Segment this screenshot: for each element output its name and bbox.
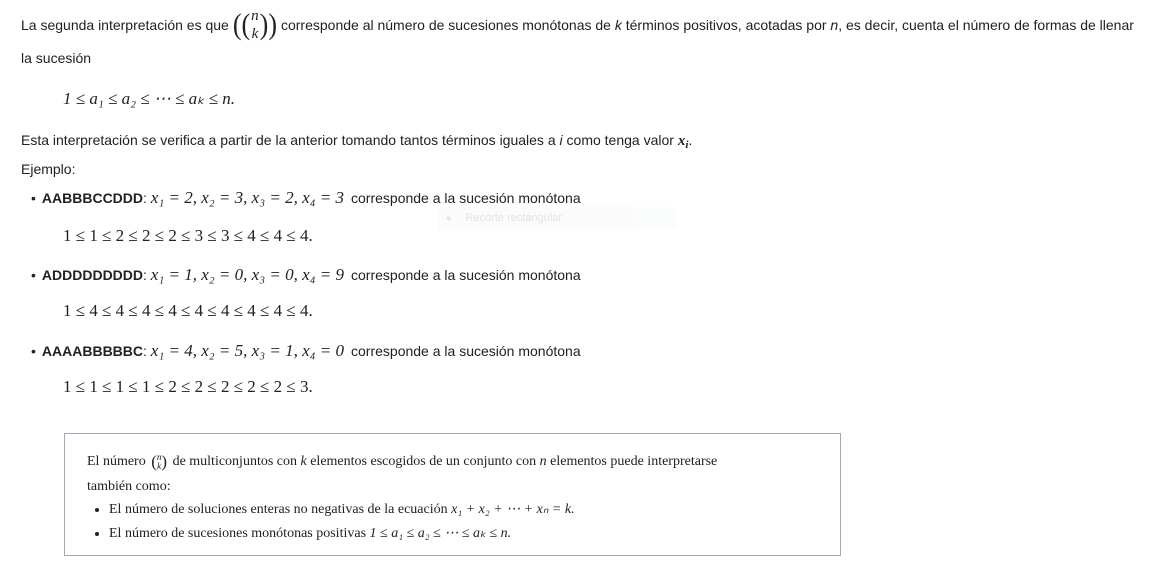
- bullet-dot: •: [31, 267, 36, 283]
- intro-text-mid: términos positivos, acotadas por: [625, 17, 827, 33]
- summary-item-formula: 1 ≤ a₁ ≤ a₂ ≤ ⋯ ≤ aₖ ≤ n.: [369, 526, 512, 541]
- summary-binomial: [151, 449, 167, 474]
- example-sequence-1: 1 ≤ 1 ≤ 2 ≤ 2 ≤ 2 ≤ 3 ≤ 3 ≤ 4 ≤ 4 ≤ 4.: [63, 226, 313, 245]
- summary-k-var: k: [300, 454, 307, 469]
- summary-binomial-bottom: k: [157, 460, 162, 471]
- summary-item-text: El número de sucesiones monótonas positivas: [109, 526, 367, 541]
- verify-x-var: $x_i$: [677, 133, 689, 151]
- example-sequence-2: 1 ≤ 4 ≤ 4 ≤ 4 ≤ 4 ≤ 4 ≤ 4 ≤ 4 ≤ 4 ≤ 4.: [63, 301, 313, 320]
- summary-binomial-top: n: [156, 451, 162, 462]
- summary-box: [64, 433, 841, 556]
- summary-text: [87, 449, 827, 499]
- display-formula: 1 ≤ a₁ ≤ a₂ ≤ ⋯ ≤ aₖ ≤ n.: [63, 89, 235, 108]
- binomial-bottom: k: [251, 26, 259, 42]
- verify-i-var: i: [559, 132, 563, 148]
- example-text: corresponde a la sucesión monótona: [351, 190, 581, 206]
- example-assignment: x₁ = 1, x₂ = 0, x₃ = 0, x₄ = 9: [150, 265, 345, 284]
- summary-item-text: El número de soluciones enteras no negativas de la ecuación: [109, 502, 448, 517]
- example-word: AAAABBBBBC: [41, 343, 144, 359]
- verify-text-2: como tenga valor: [566, 132, 674, 148]
- binomial-stack: [250, 7, 260, 43]
- example-item-3: • AAAABBBBBC : x₁ = 4, x₂ = 5, x₃ = 1, x₄ = 0 corresponde a la sucesión monótona: [31, 341, 581, 360]
- example-word: ADDDDDDDDD: [41, 267, 144, 283]
- summary-list: [87, 498, 575, 546]
- example-text: corresponde a la sucesión monótona: [351, 267, 581, 283]
- multiset-binomial: [233, 2, 277, 48]
- intro-text-end: , es decir, cuenta el número de formas de llenar: [838, 17, 1134, 33]
- tooltip-dot-icon: ●: [446, 213, 452, 223]
- bullet-dot: •: [31, 343, 36, 359]
- summary-text-end: elementos puede interpretarse: [550, 454, 718, 469]
- example-assignment: x₁ = 2, x₂ = 3, x₃ = 2, x₄ = 3: [150, 188, 345, 207]
- verify-period: .: [688, 132, 693, 148]
- summary-item-formula: x₁ + x₂ + ⋯ + xₙ = k.: [451, 502, 575, 517]
- example-sequence-3: 1 ≤ 1 ≤ 1 ≤ 1 ≤ 2 ≤ 2 ≤ 2 ≤ 2 ≤ 2 ≤ 3.: [63, 377, 313, 396]
- summary-text-before: El número: [87, 454, 146, 469]
- verify-x-sub: i: [685, 139, 689, 151]
- intro-text-before: La segunda interpretación es que: [21, 17, 229, 33]
- intro-line-1: [21, 4, 1146, 46]
- summary-line-2: también como:: [87, 479, 171, 495]
- summary-list-item: [109, 498, 575, 522]
- summary-text-mid: elementos escogidos de un conjunto con: [310, 454, 537, 469]
- summary-left-paren: (: [151, 452, 157, 472]
- verify-text: Esta interpretación se verifica a partir de la anterior tomando tantos términos iguales a: [21, 132, 556, 148]
- example-item-1: • AABBBCCDDD : x₁ = 2, x₂ = 3, x₃ = 2, x₄ = 3 corresponde a la sucesión monótona: [31, 188, 581, 207]
- tooltip-overlay: [438, 207, 676, 229]
- example-assignment: x₁ = 4, x₂ = 5, x₃ = 1, x₄ = 0: [150, 341, 345, 360]
- summary-right-paren: ): [161, 452, 168, 472]
- verify-paragraph: [21, 130, 1146, 155]
- summary-list-item: [109, 522, 575, 546]
- summary-text-after: de multiconjuntos con: [172, 454, 297, 469]
- right-double-paren: )): [259, 7, 277, 42]
- intro-text-after: corresponde al número de sucesiones monótonas de: [280, 17, 611, 33]
- intro-n-var: n: [830, 17, 839, 33]
- example-item-2: • ADDDDDDDDD : x₁ = 1, x₂ = 0, x₃ = 0, x₄ = 9 corresponde a la sucesión monótona: [31, 265, 581, 284]
- example-label: Ejemplo:: [21, 161, 76, 177]
- intro-paragraph: [21, 4, 1146, 46]
- intro-line-2: la sucesión: [21, 50, 92, 66]
- tooltip-label: Recorte rectangular: [465, 212, 563, 224]
- intro-k-var: k: [614, 17, 622, 33]
- summary-n-var: n: [539, 454, 547, 469]
- bullet-dot: •: [31, 190, 36, 206]
- example-text: corresponde a la sucesión monótona: [351, 343, 581, 359]
- left-double-paren: ((: [232, 7, 251, 42]
- example-word: AABBBCCDDD: [41, 190, 144, 206]
- binomial-top: n: [251, 8, 259, 24]
